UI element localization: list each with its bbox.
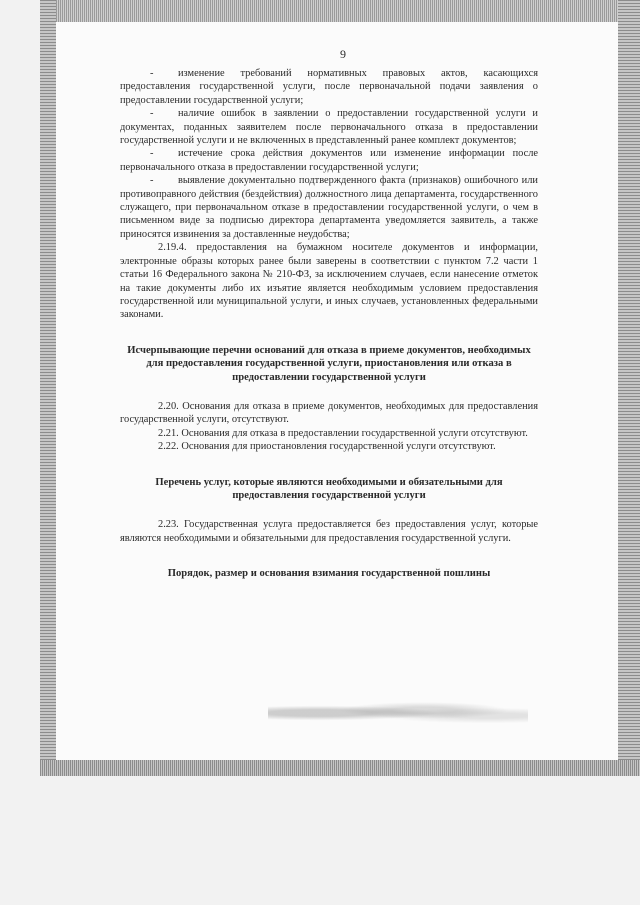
scan-edge-left — [40, 0, 56, 772]
paragraph-text: выявление документально подтвержденного факта (признаков) ошибочного или противоправного действия (бездействия) должностного лица департамента, государственного служащего, при первоначальном отказе в предоставлении государственной услуги, о чем в письменном виде за подписью директора департамента уведомляется заявитель, а также приносятся извинения за доставленные неудобства; — [120, 175, 538, 240]
bullet-list — [120, 67, 538, 322]
section-heading-refusal-grounds: Исчерпывающие перечни оснований для отказа в приеме документов, необходимых для предоставления государственной услуги, приостановления или отказа в предоставлении государственной услуги — [127, 344, 531, 383]
dash-marker: - — [150, 148, 154, 160]
dash-marker: - — [150, 68, 154, 79]
paragraph-2-20: 2.20. Основания для отказа в приеме документов, необходимых для предоставления государственной услуги, отсутствуют. — [120, 400, 538, 426]
document-body — [120, 67, 538, 597]
paragraph-2-21: 2.21. Основания для отказа в предоставлении государственной услуги отсутствуют. — [158, 427, 528, 439]
faded-stamp-mark — [268, 700, 528, 726]
section-heading-state-fee: Порядок, размер и основания взимания государственной пошлины — [167, 568, 491, 580]
dash-marker: - — [150, 175, 154, 187]
paragraph-2-19-4: 2.19.4. предоставления на бумажном носителе документов и информации, электронные образы которых ранее были заверены в соответствии с пунктом 7.2 части 1 статьи 16 Федерального закона № 210-ФЗ, за исключением случаев, если нанесение отметок на такие документы либо их изъятие является необходимым условием предоставления государственной или муниципальной услуги, и иных случаев, установленных федеральными законами. — [120, 242, 538, 321]
paragraph-text: наличие ошибок в заявлении о предоставлении государственной услуги и документах, поданных заявителем после первоначального отказа в предоставлении государственной услуги и не включенных в представленный ранее комплект документов; — [120, 108, 538, 147]
paragraph-bullet-1 — [120, 67, 538, 107]
paragraph-bullet-3 — [120, 147, 538, 174]
section-heading-required-services: Перечень услуг, которые являются необходимыми и обязательными для предоставления государственной услуги — [155, 476, 503, 501]
paragraph-text: изменение требований нормативных правовых актов, касающихся предоставления государственной услуги, после первоначальной подачи заявления о предоставлении государственной услуги; — [120, 68, 538, 106]
scan-edge-bottom — [40, 760, 640, 776]
page-number: 9 — [340, 47, 346, 61]
paragraph-bullet-4 — [120, 174, 538, 241]
paragraph-bullet-2 — [120, 107, 538, 147]
paragraph-text: истечение срока действия документов или изменение информации после первоначального отказа в предоставлении государственной услуги; — [120, 148, 538, 173]
scan-edge-right — [618, 0, 640, 772]
paragraph-2-22: 2.22. Основания для приостановления государственной услуги отсутствуют. — [158, 441, 496, 453]
dash-marker: - — [150, 108, 154, 120]
paragraph-2-23: 2.23. Государственная услуга предоставляется без предоставления услуг, которые являются необходимыми и обязательными для предоставления государственной услуги. — [120, 519, 538, 544]
scan-edge-top — [52, 0, 640, 22]
